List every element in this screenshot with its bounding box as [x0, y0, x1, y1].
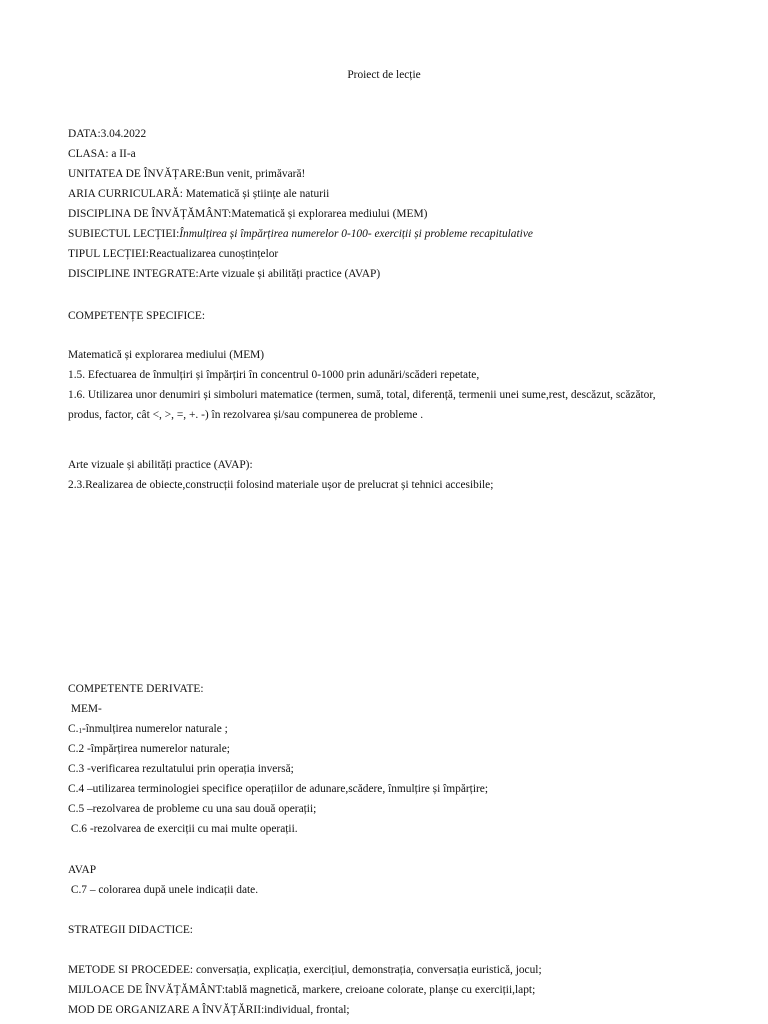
avap-title: Arte vizuale și abilități practice (AVAP):	[68, 459, 253, 471]
header-class: CLASA: a II-a	[68, 148, 136, 160]
strategy-methods: METODE SI PROCEDEE: conversația, explicația, exercițiul, demonstrația, conversația euristică, jocul;	[68, 964, 542, 976]
derived-competences	[68, 679, 708, 839]
header-discipline: DISCIPLINA DE ÎNVĂȚĂMÂNT:Matematică și explorarea mediului (MEM)	[68, 208, 428, 220]
header-subject: SUBIECTUL LECȚIEI:Înmulțirea și împărțirea numerelor 0-100- exerciții și probleme recapitulative	[68, 228, 533, 240]
derived-c2: C.2 -împărțirea numerelor naturale;	[68, 743, 230, 755]
strategy-organization: MOD DE ORGANIZARE A ÎNVĂȚĂRII:individual, frontal;	[68, 1004, 350, 1016]
header-integrated-disciplines: DISCIPLINE INTEGRATE:Arte vizuale și abilități practice (AVAP)	[68, 268, 381, 280]
lesson-header	[68, 124, 708, 284]
header-date: DATA:3.04.2022	[68, 128, 147, 140]
header-unit: UNITATEA DE ÎNVĂȚARE:Bun venit, primăvară!	[68, 168, 306, 180]
derived-mem-label: MEM-	[68, 703, 102, 715]
competence-1-6-cont: produs, factor, cât <, >, =, +. -) în rezolvarea și/sau compunerea de probleme .	[68, 409, 424, 421]
derived-avap-label: AVAP	[68, 864, 97, 876]
strategies-heading: STRATEGII DIDACTICE:	[68, 924, 193, 936]
header-curricular-area: ARIA CURRICULARĂ: Matematică și științe ale naturii	[68, 188, 330, 200]
competence-1-6: 1.6. Utilizarea unor denumiri și simboluri matematice (termen, sumă, total, diferență, termenii unei sume,rest, descăzut, scăzător,	[68, 389, 656, 401]
derived-c4: C.4 –utilizarea terminologiei specifice operațiilor de adunare,scădere, înmulțire și împărțire;	[68, 783, 489, 795]
competence-1-5: 1.5. Efectuarea de înmulțiri și împărțiri în concentrul 0-1000 prin adunări/scăderi repetate,	[68, 369, 480, 381]
header-lesson-type: TIPUL LECȚIEI:Reactualizarea cunoștințelor	[68, 248, 279, 260]
derived-c1: C.1-înmulțirea numerelor naturale ;	[68, 723, 228, 735]
derived-heading: COMPETENTE DERIVATE:	[68, 683, 204, 695]
specific-competences-mem	[68, 345, 708, 425]
derived-avap	[68, 860, 708, 900]
competence-2-3: 2.3.Realizarea de obiecte,construcții folosind materiale ușor de prelucrat și tehnici accesibile;	[68, 479, 494, 491]
strategies-rows	[68, 960, 708, 1020]
derived-c3: C.3 -verificarea rezultatului prin operația inversă;	[68, 763, 294, 775]
document-title: Proiect de lecție	[347, 69, 421, 81]
derived-c5: C.5 –rezolvarea de probleme cu una sau două operații;	[68, 803, 317, 815]
derived-c7: C.7 – colorarea după unele indicații date.	[68, 884, 259, 896]
derived-c6: C.6 -rezolvarea de exerciții cu mai multe operații.	[68, 823, 298, 835]
mem-title: Matematică și explorarea mediului (MEM)	[68, 349, 265, 361]
specific-competences-avap	[68, 455, 708, 495]
specific-competences-heading: COMPETENȚE SPECIFICE:	[68, 310, 206, 322]
strategy-means: MIJLOACE DE ÎNVĂȚĂMÂNT:tablă magnetică, markere, creioane colorate, planșe cu exerciții,lapt;	[68, 984, 536, 996]
